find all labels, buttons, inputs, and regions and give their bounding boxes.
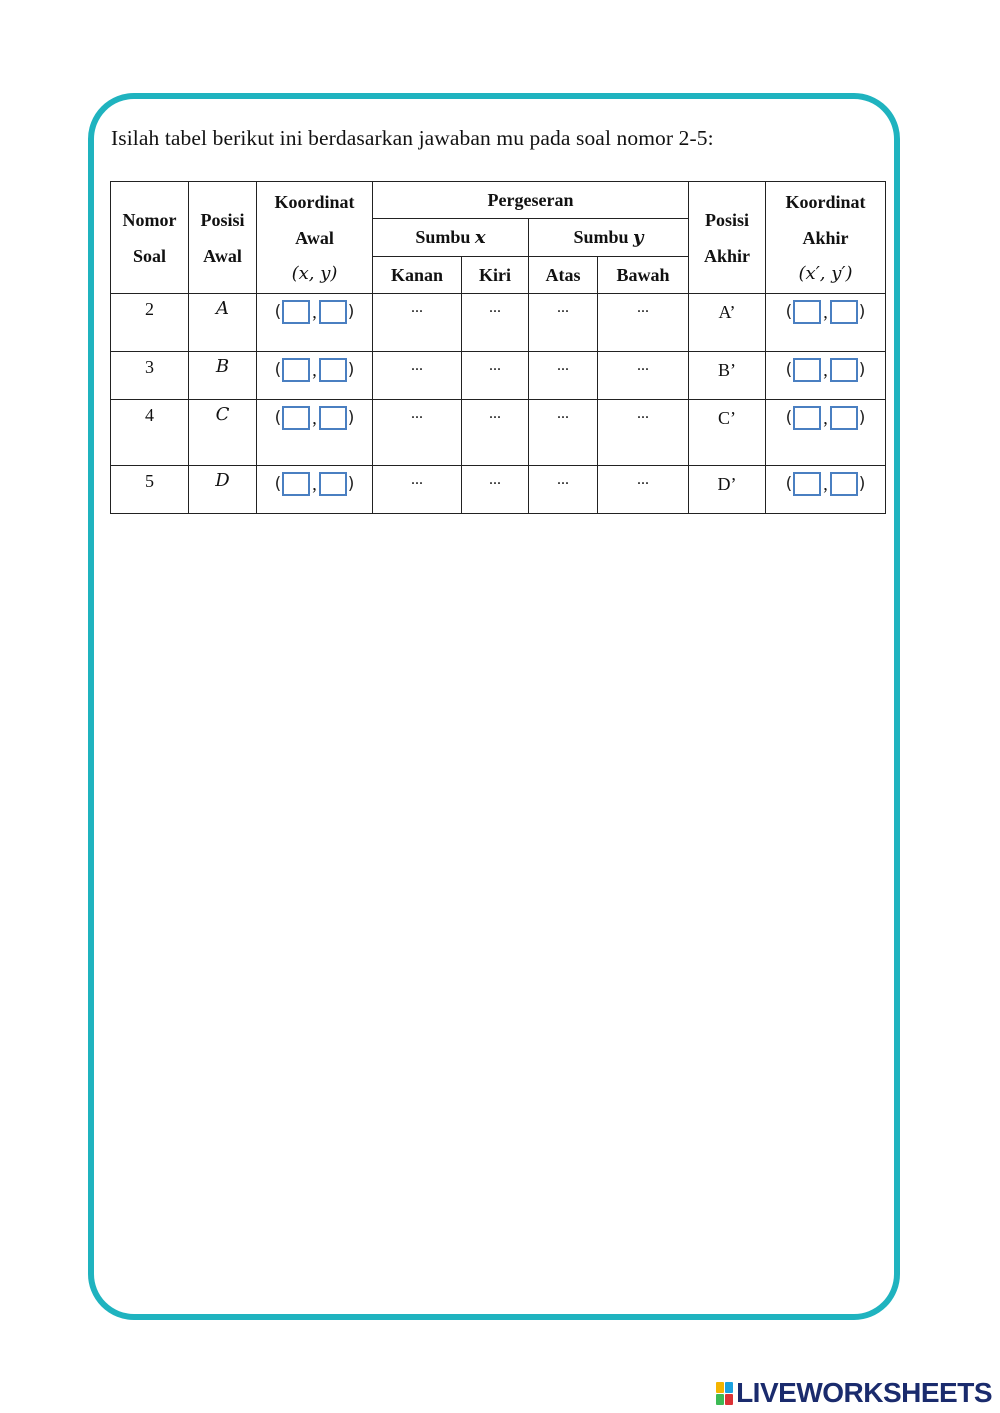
cell-nomor: 4 — [111, 400, 189, 466]
koordinat-akhir-input-y[interactable] — [830, 358, 858, 382]
cell-bawah: ... — [598, 352, 689, 400]
header-nomor-soal: Nomor Soal — [111, 182, 189, 294]
koordinat-awal: ( , ) — [274, 473, 355, 494]
header-koordinat-akhir: Koordinat Akhir (x′, y′) — [766, 182, 886, 294]
koordinat-awal-input-x[interactable] — [282, 406, 310, 430]
cell-nomor: 2 — [111, 294, 189, 352]
cell-kanan: ... — [373, 400, 462, 466]
cell-koordinat-akhir — [766, 294, 886, 352]
cell-koordinat-akhir — [766, 466, 886, 514]
cell-atas: ... — [529, 352, 598, 400]
koordinat-akhir: ( , ) — [785, 407, 866, 428]
cell-bawah: ... — [598, 400, 689, 466]
koordinat-awal: ( , ) — [274, 407, 355, 428]
cell-bawah: ... — [598, 466, 689, 514]
header-sumbu-x: Sumbu x — [373, 219, 529, 257]
table-row — [111, 352, 886, 400]
cell-atas: ... — [529, 294, 598, 352]
cell-posisi-akhir: D’ — [689, 466, 766, 514]
cell-kiri: ... — [462, 400, 529, 466]
koordinat-akhir-input-y[interactable] — [830, 406, 858, 430]
koordinat-awal-input-x[interactable] — [282, 358, 310, 382]
header-koordinat-awal: Koordinat Awal (x, y) — [257, 182, 373, 294]
cell-koordinat-awal — [257, 294, 373, 352]
header-kanan: Kanan — [373, 257, 462, 294]
table-row — [111, 466, 886, 514]
table-row — [111, 400, 886, 466]
cell-koordinat-akhir — [766, 352, 886, 400]
header-atas: Atas — [529, 257, 598, 294]
header-bawah: Bawah — [598, 257, 689, 294]
cell-kanan: ... — [373, 294, 462, 352]
shift-table — [110, 181, 886, 514]
logo-text: LIVEWORKSHEETS — [736, 1377, 992, 1408]
cell-atas: ... — [529, 400, 598, 466]
koordinat-awal-input-y[interactable] — [319, 406, 347, 430]
cell-koordinat-awal — [257, 352, 373, 400]
cell-koordinat-awal — [257, 466, 373, 514]
liveworksheets-logo-icon — [716, 1382, 733, 1405]
cell-kiri: ... — [462, 352, 529, 400]
koordinat-awal-input-x[interactable] — [282, 472, 310, 496]
cell-posisi-awal: C — [189, 400, 257, 466]
header-kiri: Kiri — [462, 257, 529, 294]
cell-posisi-awal: B — [189, 352, 257, 400]
header-posisi-awal: Posisi Awal — [189, 182, 257, 294]
cell-kiri: ... — [462, 294, 529, 352]
koordinat-awal-input-y[interactable] — [319, 300, 347, 324]
koordinat-akhir-input-x[interactable] — [793, 472, 821, 496]
koordinat-akhir: ( , ) — [785, 301, 866, 322]
cell-posisi-akhir: B’ — [689, 352, 766, 400]
cell-posisi-akhir: A’ — [689, 294, 766, 352]
header-posisi-akhir: Posisi Akhir — [689, 182, 766, 294]
cell-nomor: 5 — [111, 466, 189, 514]
koordinat-awal-input-y[interactable] — [319, 358, 347, 382]
cell-posisi-akhir: C’ — [689, 400, 766, 466]
koordinat-awal-input-y[interactable] — [319, 472, 347, 496]
koordinat-awal: ( , ) — [274, 301, 355, 322]
table-row — [111, 294, 886, 352]
cell-posisi-awal: A — [189, 294, 257, 352]
cell-bawah: ... — [598, 294, 689, 352]
cell-koordinat-akhir — [766, 400, 886, 466]
header-pergeseran: Pergeseran — [373, 182, 689, 219]
koordinat-akhir-input-x[interactable] — [793, 358, 821, 382]
cell-atas: ... — [529, 466, 598, 514]
koordinat-akhir-input-x[interactable] — [793, 406, 821, 430]
koordinat-awal-input-x[interactable] — [282, 300, 310, 324]
header-sumbu-y: Sumbu y — [529, 219, 689, 257]
instruction-text: Isilah tabel berikut ini berdasarkan jawaban mu pada soal nomor 2-5: — [111, 126, 714, 150]
cell-koordinat-awal — [257, 400, 373, 466]
koordinat-awal: ( , ) — [274, 359, 355, 380]
koordinat-akhir: ( , ) — [785, 473, 866, 494]
koordinat-akhir-input-x[interactable] — [793, 300, 821, 324]
koordinat-akhir-input-y[interactable] — [830, 300, 858, 324]
koordinat-akhir-input-y[interactable] — [830, 472, 858, 496]
cell-kanan: ... — [373, 466, 462, 514]
cell-posisi-awal: D — [189, 466, 257, 514]
liveworksheets-logo — [716, 1377, 992, 1409]
koordinat-akhir: ( , ) — [785, 359, 866, 380]
cell-nomor: 3 — [111, 352, 189, 400]
cell-kiri: ... — [462, 466, 529, 514]
cell-kanan: ... — [373, 352, 462, 400]
